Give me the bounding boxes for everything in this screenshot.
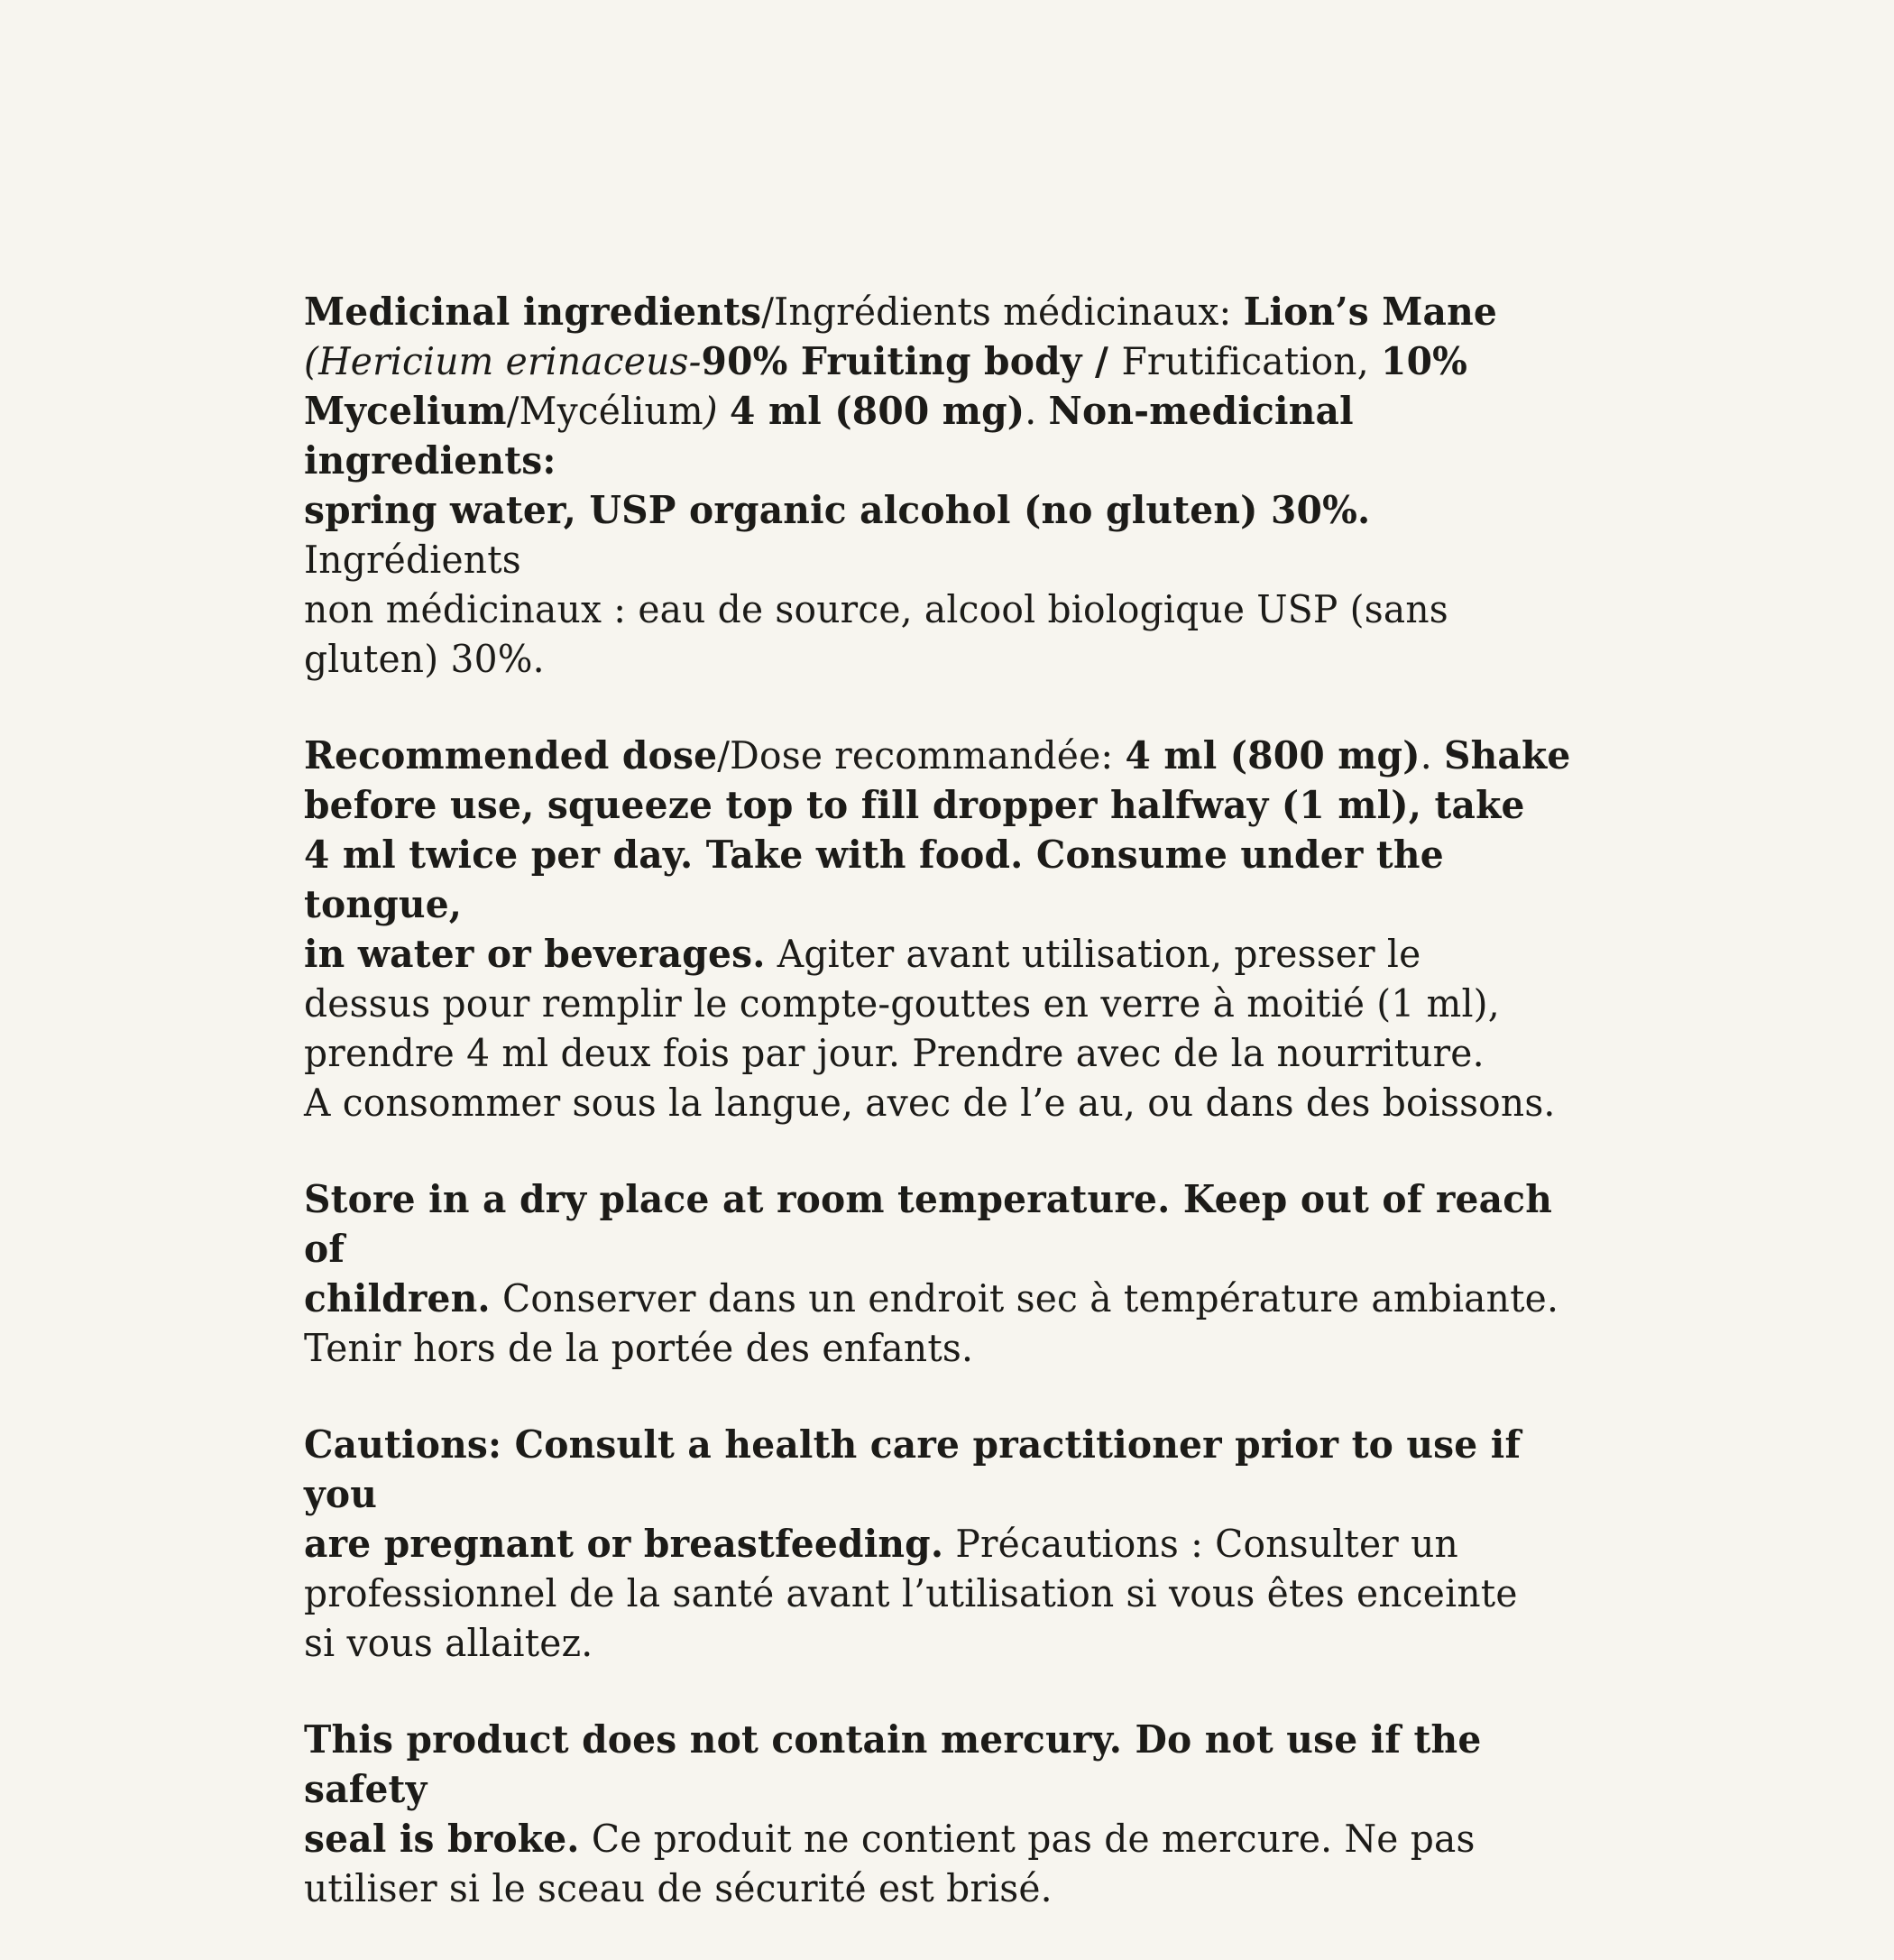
text-run: Recommended dose xyxy=(304,733,718,778)
text-line xyxy=(304,634,1599,684)
text-line xyxy=(304,731,1599,780)
supplement-label-text xyxy=(304,287,1599,1960)
text-line xyxy=(304,1420,1599,1519)
text-line xyxy=(304,287,1599,336)
text-line xyxy=(304,1715,1599,1814)
text-line xyxy=(304,1174,1599,1274)
paragraph-recommended-dose xyxy=(304,731,1599,1127)
text-run: before use, squeeze top to fill dropper halfway (1 ml), take xyxy=(304,783,1525,827)
text-run: Store in a dry place at room temperature. Keep out of reach of xyxy=(304,1177,1566,1271)
text-run: Non-medicinal ingredients: xyxy=(304,389,1367,483)
paragraph-cautions xyxy=(304,1420,1599,1668)
text-run: Mycelium xyxy=(304,389,507,433)
text-line xyxy=(304,929,1599,979)
text-run: Conserver dans un endroit sec à température ambiante. xyxy=(490,1276,1559,1320)
text-line xyxy=(304,485,1599,584)
text-run: in water or beverages. xyxy=(304,932,766,976)
text-run: A consommer sous la langue, avec de l’e au, ou dans des boissons. xyxy=(304,1081,1556,1125)
text-line xyxy=(304,1274,1599,1323)
text-run: children. xyxy=(304,1276,491,1320)
text-run: . xyxy=(1025,389,1049,433)
text-line xyxy=(304,780,1599,830)
text-line xyxy=(304,1569,1599,1618)
text-run: 4 ml (800 mg) xyxy=(1125,733,1420,778)
text-line xyxy=(304,1519,1599,1569)
text-run: /Ingrédients médicinaux: xyxy=(761,290,1244,334)
text-line xyxy=(304,1863,1599,1913)
text-run: (Hericium erinaceus- xyxy=(304,339,702,383)
text-run: Shake xyxy=(1443,733,1571,778)
paragraph-storage xyxy=(304,1174,1599,1373)
paragraph-mercury-seal xyxy=(304,1715,1599,1913)
text-run: professionnel de la santé avant l’utilisation si vous êtes enceinte xyxy=(304,1571,1518,1615)
text-run: Tenir hors de la portée des enfants. xyxy=(304,1326,974,1370)
text-run: This product does not contain mercury. Do not use if the safety xyxy=(304,1717,1494,1811)
text-line xyxy=(304,336,1599,386)
text-run: seal is broke. xyxy=(304,1817,580,1861)
text-line xyxy=(304,830,1599,929)
text-run: gluten) 30%. xyxy=(304,637,545,681)
text-run: Medicinal ingredients xyxy=(304,290,762,334)
text-run: spring water, USP organic alcohol (no gluten) 30%. xyxy=(304,488,1371,532)
text-run: Cautions: Consult a health care practitioner prior to use if you xyxy=(304,1422,1534,1516)
text-line xyxy=(304,1814,1599,1863)
text-run: Lion’s Mane xyxy=(1243,290,1498,334)
text-line xyxy=(304,1078,1599,1127)
text-run: 10% xyxy=(1381,339,1468,383)
text-run: Ingrédients xyxy=(304,488,1383,582)
text-run: are pregnant or breastfeeding. xyxy=(304,1522,944,1566)
text-line xyxy=(304,1618,1599,1668)
text-run: dessus pour remplir le compte-gouttes en verre à moitié (1 ml), xyxy=(304,981,1500,1026)
text-run: /Dose recommandée: xyxy=(717,733,1126,778)
text-run: /Mycélium xyxy=(506,389,703,433)
text-line xyxy=(304,979,1599,1028)
text-run: 4 ml twice per day. Take with food. Consume under the tongue, xyxy=(304,833,1457,926)
text-line xyxy=(304,1323,1599,1373)
text-run xyxy=(718,389,730,433)
text-run: Frutification, xyxy=(1121,339,1382,383)
text-run: 90% Fruiting body / xyxy=(701,339,1122,383)
text-run: utiliser si le sceau de sécurité est brisé. xyxy=(304,1866,1053,1910)
text-run: ) xyxy=(703,389,718,433)
text-run: 4 ml (800 mg) xyxy=(730,389,1025,433)
text-line xyxy=(304,584,1599,634)
text-run: prendre 4 ml deux fois par jour. Prendre avec de la nourriture. xyxy=(304,1031,1485,1075)
text-run: . xyxy=(1420,733,1444,778)
text-run: non médicinaux : eau de source, alcool biologique USP (sans xyxy=(304,587,1448,631)
text-run: Précautions : Consulter un xyxy=(943,1522,1458,1566)
text-line xyxy=(304,1028,1599,1078)
text-run: Agiter avant utilisation, presser le xyxy=(765,932,1421,976)
text-run: Ce produit ne contient pas de mercure. Ne pas xyxy=(579,1817,1476,1861)
text-run: si vous allaitez. xyxy=(304,1621,593,1665)
text-line xyxy=(304,386,1599,485)
paragraph-medicinal-ingredients xyxy=(304,287,1599,684)
